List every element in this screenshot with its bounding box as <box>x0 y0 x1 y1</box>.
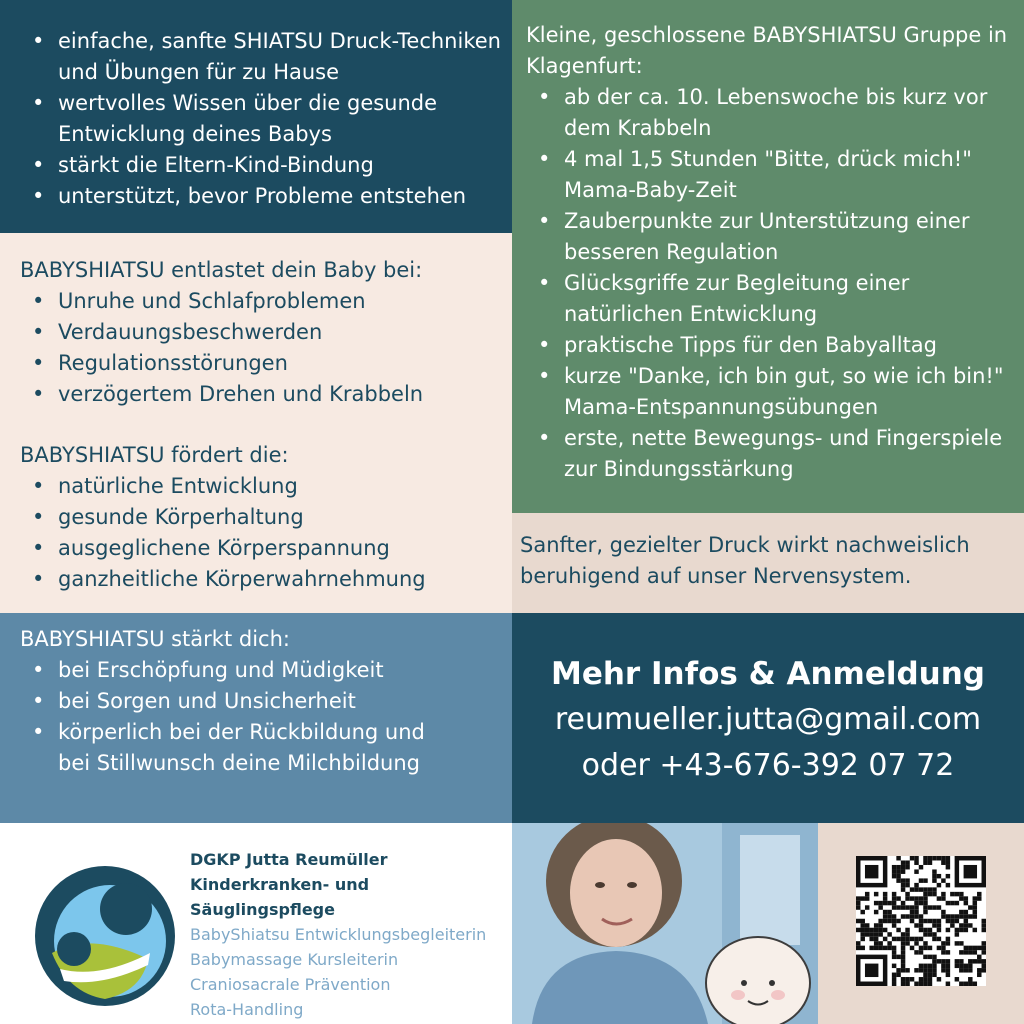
contact-phone[interactable]: oder +43-676-392 07 72 <box>581 748 955 783</box>
group-heading: Kleine, geschlossene BABYSHIATSU Gruppe in Klagenfurt: <box>526 23 1008 78</box>
list-item: • bei Sorgen und Unsicherheit <box>20 686 512 717</box>
list-item: • Verdauungsbeschwerden <box>20 317 512 348</box>
benefits-top-list <box>20 26 512 212</box>
list-item: • körperlich bei der Rückbildung und bei Stillwunsch deine Milchbildung <box>20 717 512 779</box>
list-item: • Unruhe und Schlafproblemen <box>20 286 512 317</box>
qr-panel <box>818 823 1024 1024</box>
profile-qualification: BabyShiatsu Entwicklungsbegleiterin <box>190 925 487 944</box>
list-item: • ausgeglichene Körperspannung <box>20 533 512 564</box>
list-item: • erste, nette Bewegungs- und Fingerspiele zur Bindungsstärkung <box>526 423 1024 485</box>
strengthens-heading: BABYSHIATSU stärkt dich: <box>20 627 290 651</box>
list-item: • Zauberpunkte zur Unterstützung einer besseren Regulation <box>526 206 1024 268</box>
list-item: • kurze "Danke, ich bin gut, so wie ich bin!" Mama-Entspannungsübungen <box>526 361 1024 423</box>
quote-text: Sanfter, gezielter Druck wirkt nachweislich beruhigend auf unser Nervensystem. <box>520 533 970 588</box>
list-item: • praktische Tipps für den Babyalltag <box>526 330 1024 361</box>
promotes-heading: BABYSHIATSU fördert die: <box>20 443 289 467</box>
list-item: • gesunde Körperhaltung <box>20 502 512 533</box>
photo-illustration <box>512 823 818 1024</box>
list-item: • bei Erschöpfung und Müdigkeit <box>20 655 512 686</box>
benefits-top-panel <box>0 0 512 233</box>
quote-panel <box>512 513 1024 613</box>
mother-baby-circle-logo <box>30 861 180 1011</box>
relief-list <box>20 286 512 410</box>
list-item: • stärkt die Eltern-Kind-Bindung <box>20 150 512 181</box>
contact-panel <box>512 613 1024 823</box>
mother-baby-photo <box>512 823 818 1024</box>
list-item: • verzögertem Drehen und Krabbeln <box>20 379 512 410</box>
list-item: • Regulationsstörungen <box>20 348 512 379</box>
strengthens-panel <box>0 613 512 823</box>
group-list <box>526 82 1024 485</box>
list-item: • einfache, sanfte SHIATSU Druck-Techniken und Übungen für zu Hause <box>20 26 512 88</box>
group-panel <box>512 0 1024 513</box>
relief-heading: BABYSHIATSU entlastet dein Baby bei: <box>20 258 423 282</box>
strengthens-list <box>20 655 512 779</box>
list-item: • wertvolles Wissen über die gesunde Entwicklung deines Babys <box>20 88 512 150</box>
list-item: • ganzheitliche Körperwahrnehmung <box>20 564 512 595</box>
relief-promotes-panel <box>0 233 512 613</box>
contact-title: Mehr Infos & Anmeldung <box>550 656 985 692</box>
list-item: • 4 mal 1,5 Stunden "Bitte, drück mich!" Mama-Baby-Zeit <box>526 144 1024 206</box>
promotes-list <box>20 471 512 595</box>
profile-qualification: Babymassage Kursleiterin <box>190 950 399 969</box>
profile-qualification: Rota-Handling <box>190 1000 304 1019</box>
profile-role: Kinderkranken- und Säuglingspflege <box>190 875 370 919</box>
profile-panel <box>0 823 512 1024</box>
list-item: • ab der ca. 10. Lebenswoche bis kurz vor dem Krabbeln <box>526 82 1024 144</box>
list-item: • Glücksgriffe zur Begleitung einer natürlichen Entwicklung <box>526 268 1024 330</box>
contact-email[interactable]: reumueller.jutta@gmail.com <box>554 702 982 737</box>
qr-code-icon[interactable] <box>856 856 986 986</box>
profile-qualification: Craniosacrale Prävention <box>190 975 391 994</box>
profile-name: DGKP Jutta Reumüller <box>190 850 388 869</box>
list-item: • natürliche Entwicklung <box>20 471 512 502</box>
list-item: • unterstützt, bevor Probleme entstehen <box>20 181 512 212</box>
